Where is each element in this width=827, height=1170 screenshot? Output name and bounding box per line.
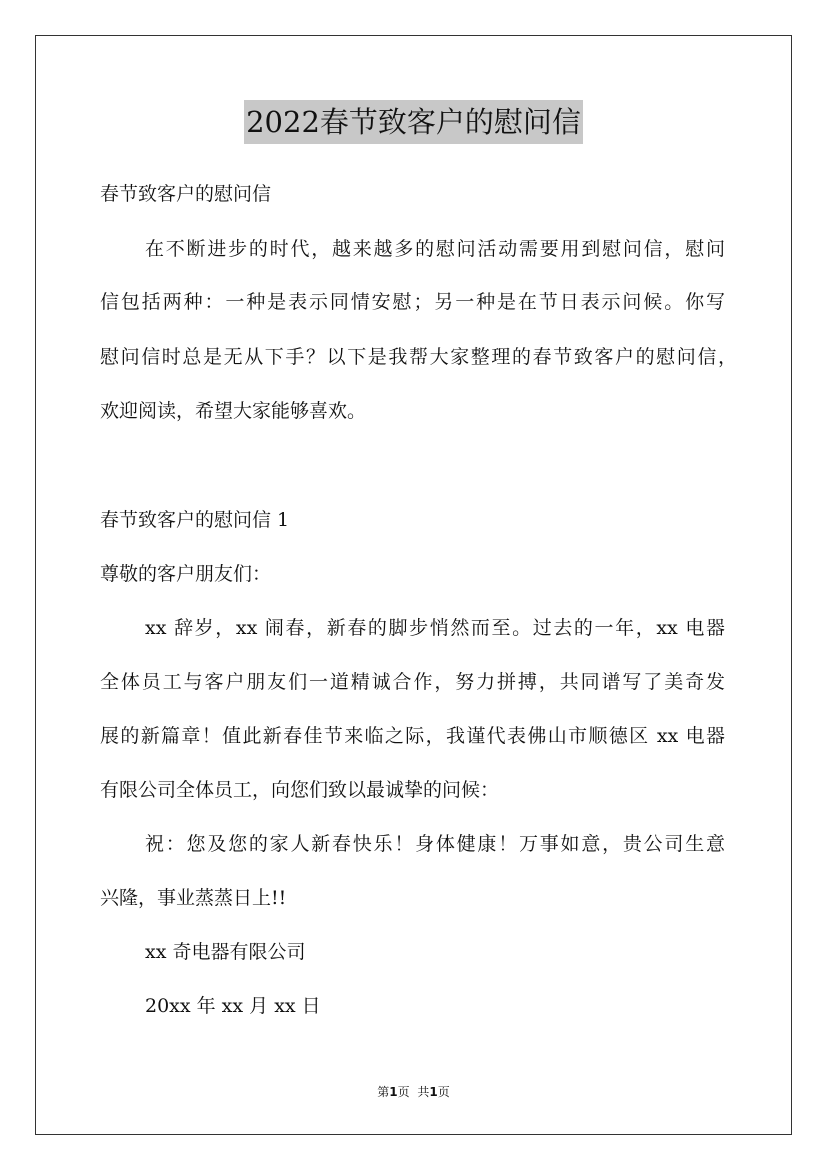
intro-line-4: 欢迎阅读，希望大家能够喜欢。 [100, 400, 367, 422]
letter-wish-line-1: 祝：您及您的家人新春快乐！身体健康！万事如意，贵公司生意 [145, 833, 725, 855]
letter-heading: 春节致客户的慰问信 1 [100, 509, 290, 531]
footer-page-number: 1 [389, 1085, 398, 1099]
footer-page-suffix: 页 [397, 1085, 410, 1099]
letter-body-line-3: 展的新篇章！值此新春佳节来临之际，我谨代表佛山市顺德区 xx 电器 [100, 725, 725, 747]
letter-company: xx 奇电器有限公司 [145, 941, 306, 963]
footer-total-suffix: 页 [437, 1085, 450, 1099]
page-footer [0, 1084, 827, 1100]
letter-wish-line-2: 兴隆，事业蒸蒸日上!! [100, 887, 287, 909]
footer-page-prefix: 第 [377, 1085, 390, 1099]
letter-date: 20xx 年 xx 月 xx 日 [145, 995, 321, 1017]
subtitle: 春节致客户的慰问信 [100, 183, 272, 205]
intro-line-1: 在不断进步的时代，越来越多的慰问活动需要用到慰问信，慰问 [145, 238, 725, 260]
footer-total-prefix: 共 [417, 1085, 430, 1099]
letter-body-line-4: 有限公司全体员工，向您们致以最诚挚的问候： [100, 779, 500, 801]
intro-line-2: 信包括两种：一种是表示同情安慰；另一种是在节日表示问候。你写 [100, 291, 725, 313]
letter-salutation: 尊敬的客户朋友们： [100, 563, 272, 585]
title-container [0, 100, 827, 144]
letter-body-line-1: xx 辞岁，xx 闹春，新春的脚步悄然而至。过去的一年，xx 电器 [145, 617, 725, 639]
document-title: 2022春节致客户的慰问信 [244, 100, 583, 144]
intro-line-3: 慰问信时总是无从下手？以下是我帮大家整理的春节致客户的慰问信， [100, 346, 737, 368]
footer-total-number: 1 [429, 1085, 438, 1099]
letter-body-line-2: 全体员工与客户朋友们一道精诚合作，努力拼搏，共同谱写了美奇发 [100, 671, 725, 693]
